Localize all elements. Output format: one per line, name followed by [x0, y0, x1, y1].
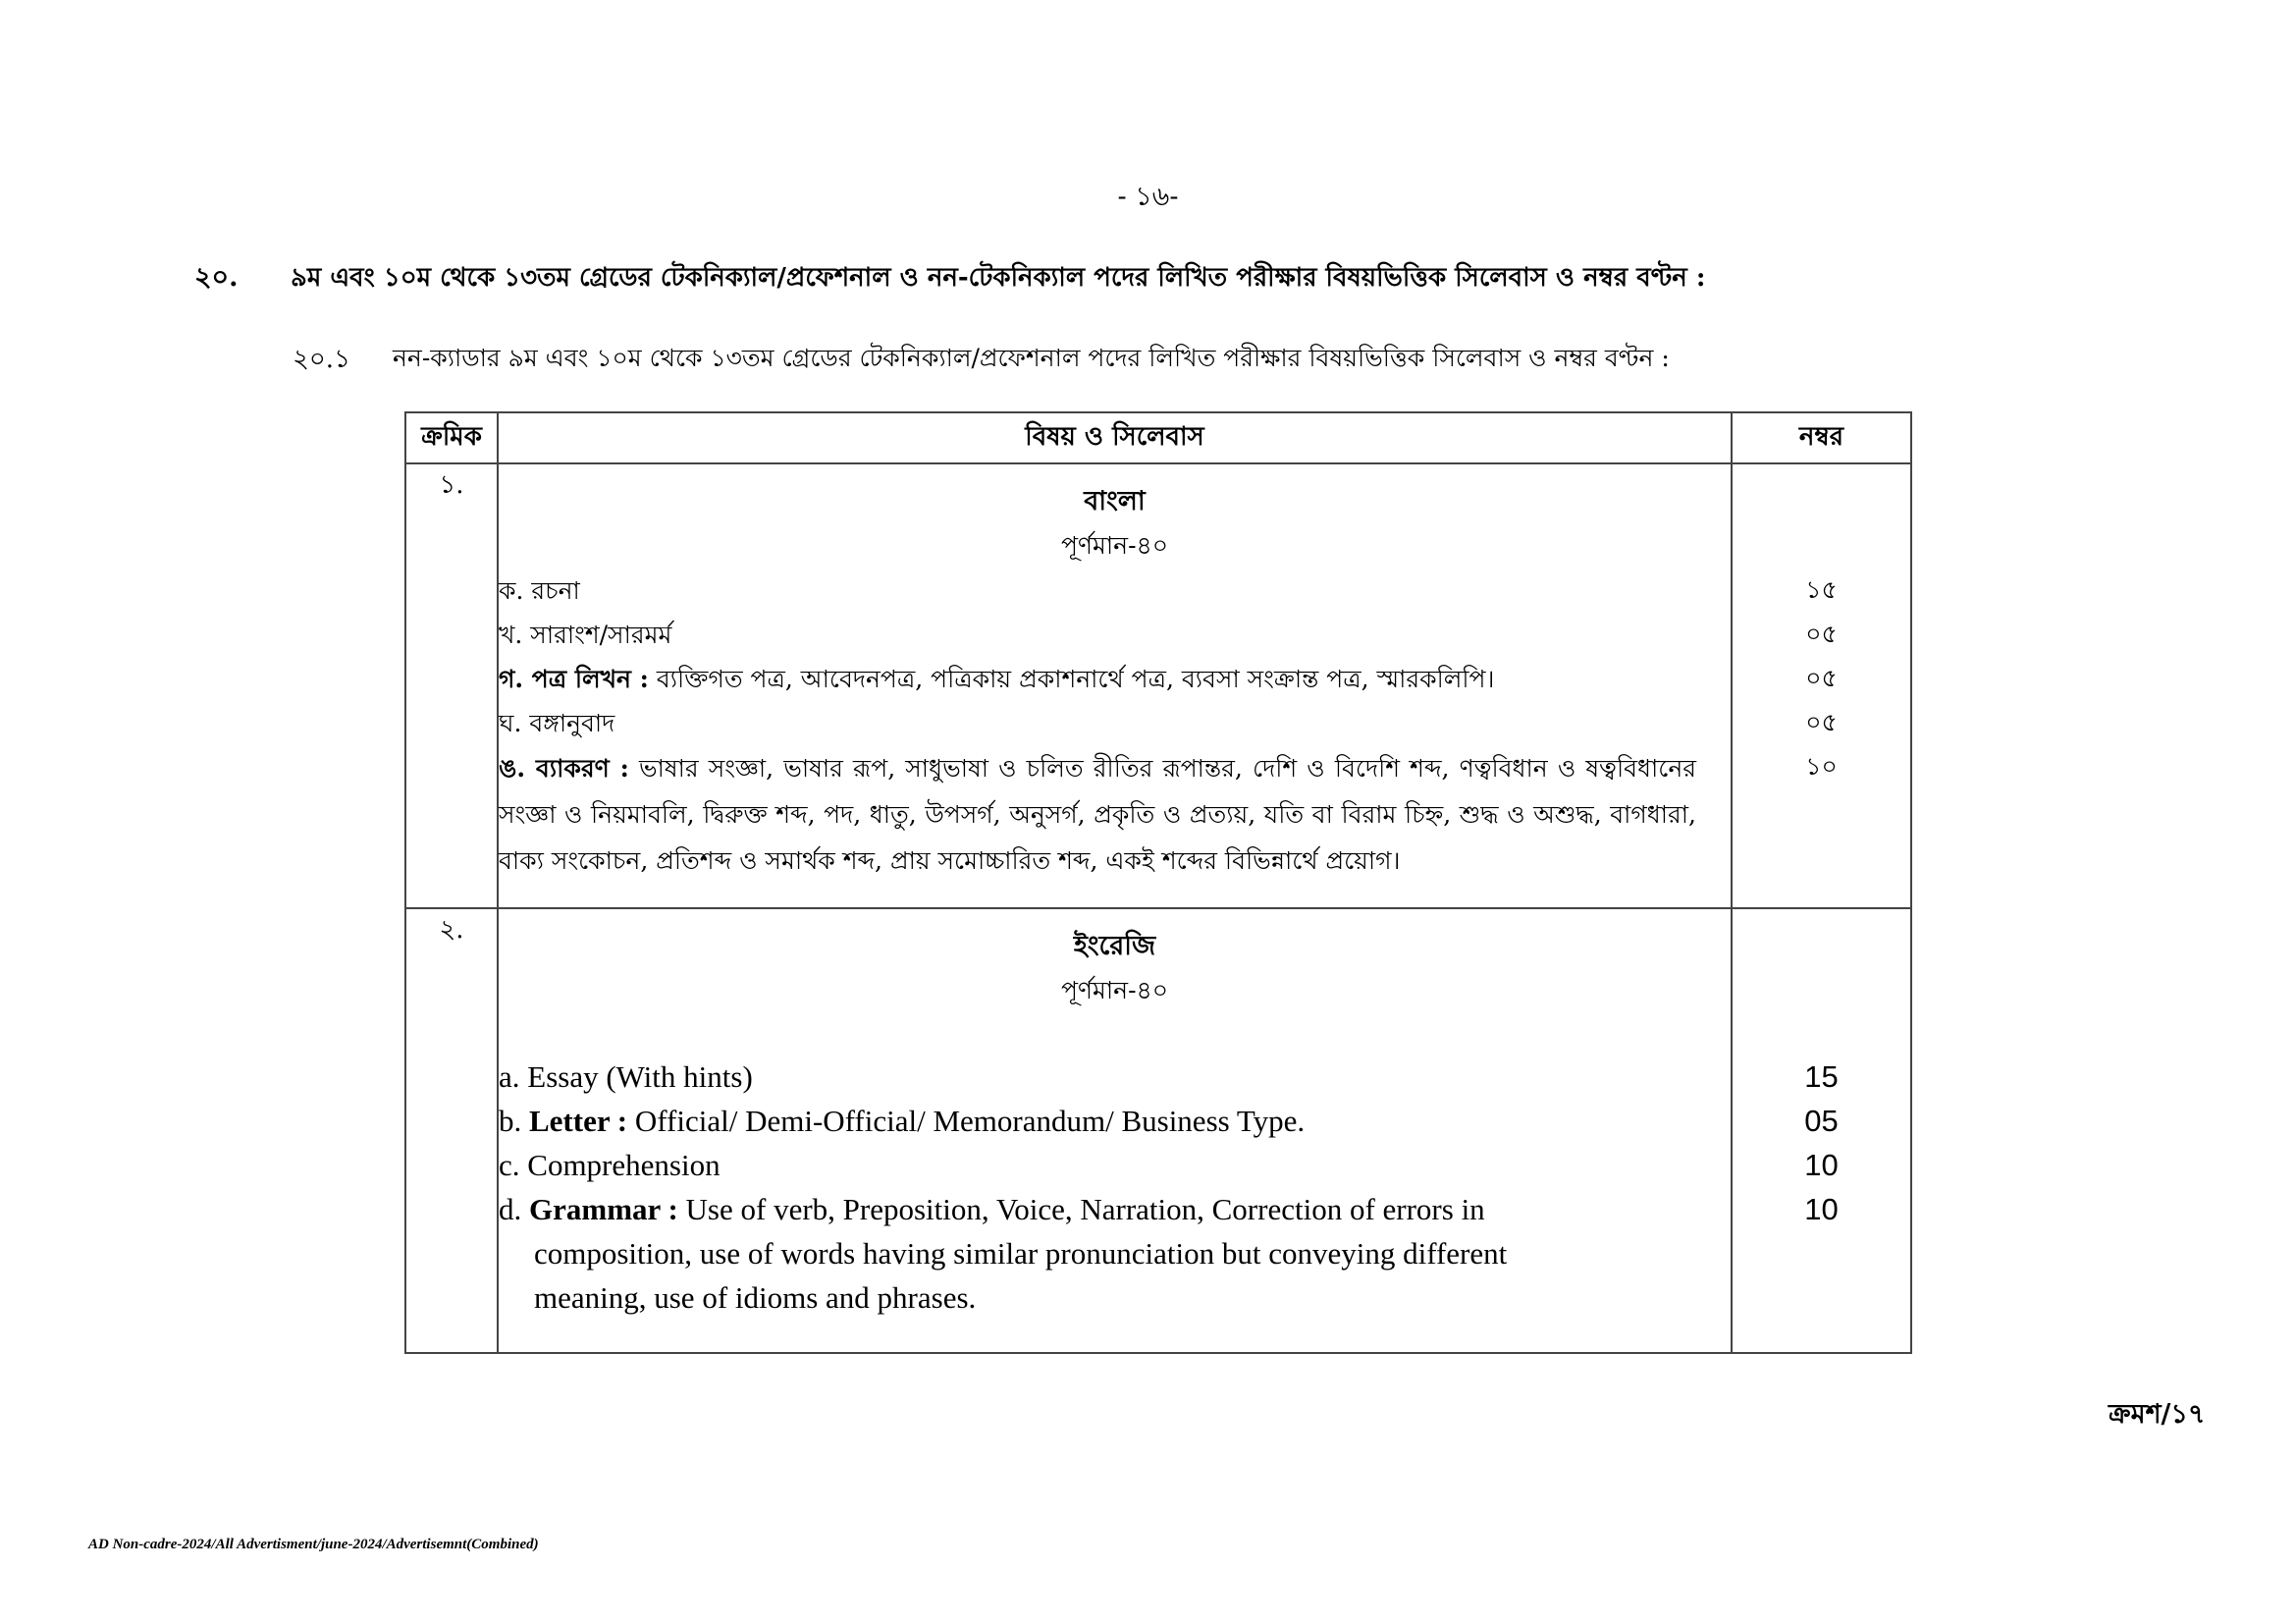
header-serial: ক্রমিক — [405, 412, 498, 463]
item-label: Grammar : — [529, 1192, 678, 1226]
serial-bangla: ১. — [405, 463, 498, 908]
item-marks: 05 — [1804, 1104, 1839, 1138]
item-text: Official/ Demi-Official/ Memorandum/ Business Type. — [627, 1104, 1306, 1138]
syllabus-item — [499, 568, 1731, 613]
syllabus-item — [499, 701, 1731, 745]
serial-english: ২. — [405, 908, 498, 1353]
section-number: ২০. — [194, 262, 239, 293]
marks-english-cell — [1732, 908, 1911, 1353]
syllabus-item — [499, 1055, 1731, 1099]
item-label: ঙ. ব্যাকরণ : — [499, 754, 629, 783]
item-text: Comprehension — [527, 1148, 721, 1182]
table-row-bangla — [405, 463, 1911, 908]
subsection-title: নন-ক্যাডার ৯ম এবং ১০ম থেকে ১৩তম গ্রেডের টেকনিক্যাল/প্রফেশনাল পদের লিখিত পরীক্ষার বিষয়ভিত্তিক সিলেবাস ও নম্বর বণ্টন : — [393, 344, 1670, 372]
item-marks: ১৫ — [1805, 576, 1838, 604]
table-row-english — [405, 908, 1911, 1353]
syllabus-item — [499, 657, 1731, 701]
table-header-row — [405, 412, 1911, 463]
item-text: ঘ. বঙ্গানুবাদ — [499, 709, 615, 737]
item-prefix: c. — [499, 1148, 520, 1182]
syllabus-table — [404, 411, 1912, 1354]
syllabus-item — [499, 745, 1696, 884]
item-marks: ০৫ — [1805, 709, 1838, 736]
item-marks: 10 — [1804, 1192, 1839, 1226]
full-marks-bangla: পূর্ণমান-৪০ — [1060, 531, 1169, 560]
item-text: খ. সারাংশ/সারমর্ম — [499, 621, 672, 649]
syllabus-item — [499, 613, 1731, 657]
item-text: ভাষার সংজ্ঞা, ভাষার রূপ, সাধুভাষা ও চলিত রীতির রূপান্তর, দেশি ও বিদেশি শব্দ, ণত্ববিধান ও ষত্ববিধানের সংজ্ঞা ও নিয়মাবলি, দ্বিরুক্ত শব্দ, পদ, ধাতু, উপসর্গ, অনুসর্গ, প্রকৃতি ও প্রত্যয়, যতি বা বিরাম চিহ্ন, শুদ্ধ ও অশুদ্ধ, বাগধারা, বাক্য সংকোচন, প্রতিশব্দ ও সমার্থক শব্দ, প্রায় সমোচ্চারিত শব্দ, একই শব্দের বিভিন্নার্থে প্রয়োগ। — [499, 754, 1696, 875]
continued-label: ক্রমশ/১৭ — [2109, 1399, 2206, 1430]
item-prefix: b. — [499, 1104, 522, 1138]
item-text: ব্যক্তিগত পত্র, আবেদনপত্র, পত্রিকায় প্রকাশনার্থে পত্র, ব্যবসা সংক্রান্ত পত্র, স্মারকলিপি। — [648, 665, 1495, 693]
item-marks: ১০ — [1805, 753, 1838, 781]
bangla-syllabus-cell — [498, 463, 1732, 908]
syllabus-item — [499, 1143, 1731, 1187]
syllabus-item — [499, 1099, 1731, 1143]
full-marks-english: পূর্ণমান-৪০ — [1060, 976, 1169, 1004]
item-marks: 15 — [1804, 1059, 1839, 1094]
item-text: Essay (With hints) — [527, 1059, 753, 1094]
header-marks: নম্বর — [1732, 412, 1911, 463]
item-marks: 10 — [1804, 1148, 1839, 1182]
item-text: Use of verb, Preposition, Voice, Narration, Correction of errors in — [677, 1192, 1485, 1226]
item-continuation: composition, use of words having similar pronunciation but conveying different — [534, 1236, 1508, 1271]
syllabus-item — [499, 1187, 1731, 1231]
subsection-number: ২০.১ — [293, 345, 350, 374]
header-subject-syllabus: বিষয় ও সিলেবাস — [498, 412, 1732, 463]
item-text: ক. রচনা — [499, 576, 580, 605]
item-marks: ০৫ — [1805, 665, 1838, 692]
item-prefix: d. — [499, 1192, 522, 1226]
footer-text: AD Non-cadre-2024/All Advertisment/june-2024/Advertisemnt(Combined) — [88, 1537, 539, 1552]
subject-title-english: ইংরেজি — [1073, 931, 1156, 961]
item-prefix: a. — [499, 1059, 520, 1094]
subject-title-bangla: বাংলা — [1084, 486, 1146, 516]
item-marks: ০৫ — [1805, 621, 1838, 648]
item-label: Letter : — [529, 1104, 628, 1138]
page-number: - ১৬- — [1117, 182, 1179, 212]
item-continuation: meaning, use of idioms and phrases. — [534, 1280, 977, 1315]
english-syllabus-cell — [498, 908, 1732, 1353]
section-title: ৯ম এবং ১০ম থেকে ১৩তম গ্রেডের টেকনিক্যাল/প্রফেশনাল ও নন-টেকনিক্যাল পদের লিখিত পরীক্ষার বিষয়ভিত্তিক সিলেবাস ও নম্বর বণ্টন : — [291, 263, 1706, 293]
marks-bangla-cell — [1732, 463, 1911, 908]
item-label: গ. পত্র লিখন : — [499, 665, 649, 693]
